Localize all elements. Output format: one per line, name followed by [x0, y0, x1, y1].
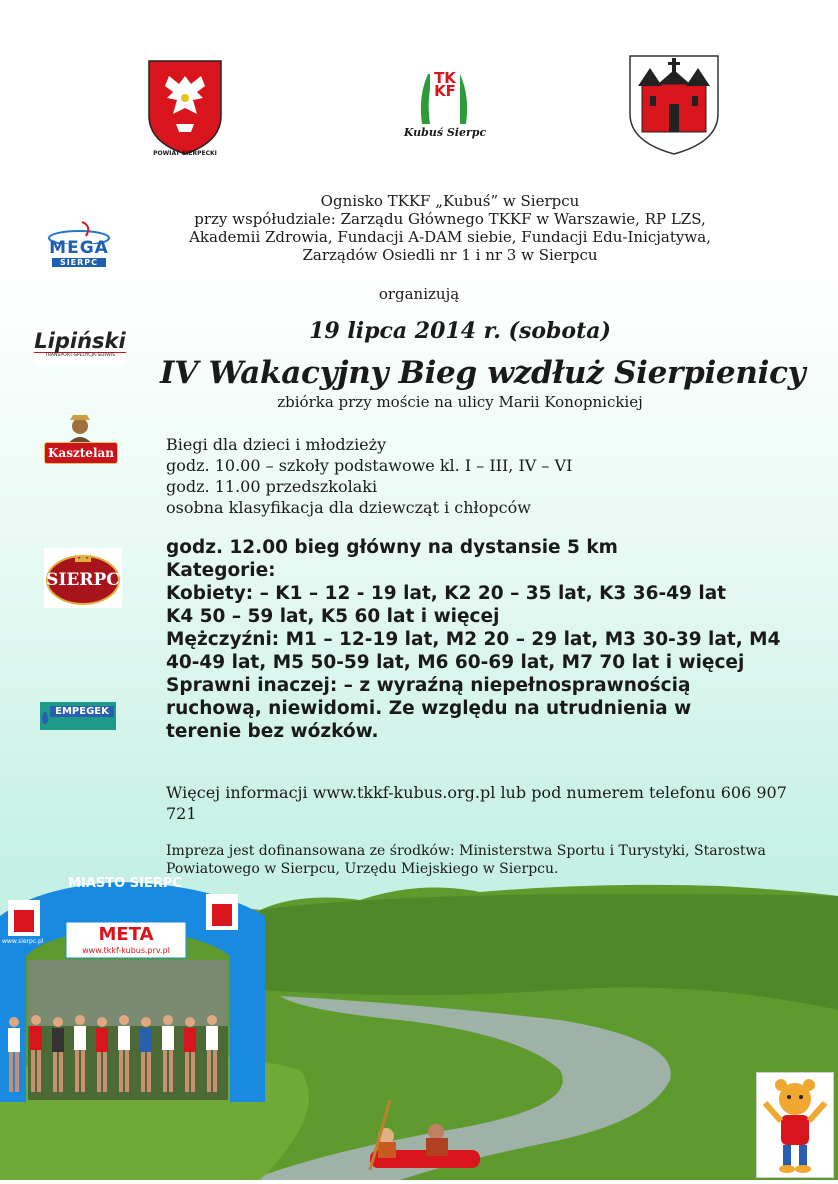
- men-categories: Mężczyźni: M1 – 12-19 lat, M2 20 – 29 lat, M3 30-39 lat, M4 40-49 lat, M5 50-59 lat, M6 60-69 lat, M7 70 lat i więcej: [166, 629, 781, 673]
- mega-label: MEGA: [49, 238, 109, 258]
- kids-runs: [166, 434, 572, 518]
- organizer-line: przy współudziale: Zarządu Głównego TKKF w Warszawie, RP LZS,: [194, 210, 706, 228]
- more-info: Więcej informacji www.tkkf-kubus.org.pl lub pod numerem telefonu 606 907 721: [166, 783, 787, 823]
- kids-line: godz. 11.00 przedszkolaki: [166, 477, 378, 496]
- empegek-label: EMPEGEK: [50, 706, 114, 717]
- organizer-line: Ognisko TKKF „Kubuś” w Sierpcu: [320, 192, 580, 210]
- women-categories: Kobiety: – K1 – 12 - 19 lat, K2 20 – 35 lat, K3 36-49 lat: [166, 583, 727, 604]
- main-run-block: [166, 536, 806, 743]
- empegek-logo: [40, 702, 116, 730]
- funding-note: Impreza jest dofinansowana ze środków: Ministerstwa Sportu i Turystyki, Starostwa Powiatowego w Sierpcu, Urzędu Miejskiego w Sierpcu.: [166, 843, 766, 877]
- runners-group: [0, 1014, 230, 1102]
- arch-url: www.sierpc.pl: [2, 938, 44, 945]
- sierpc-beer-label: SIERPC: [46, 570, 120, 590]
- organizer-line: Akademii Zdrowia, Fundacji A-DAM siebie, Fundacji Edu-Inicjatywa,: [189, 228, 711, 246]
- powiat-crest-label: POWIAT SIERPECKI: [153, 150, 217, 157]
- kids-line: Biegi dla dzieci i młodzieży: [166, 435, 387, 454]
- kasztelan-label: Kasztelan: [44, 442, 118, 464]
- lipinski-name: Lipiński: [34, 329, 126, 353]
- drop-icon: [42, 712, 48, 724]
- categories-heading: Kategorie:: [166, 560, 276, 581]
- tkkf-logo: [400, 66, 490, 150]
- organizer-line: Zarządów Osiedli nr 1 i nr 3 w Sierpcu: [302, 246, 598, 264]
- meeting-point: zbiórka przy moście na ulicy Marii Konopnickiej: [277, 393, 643, 411]
- kubus-mascot-image: [756, 1072, 834, 1178]
- event-title: IV Wakacyjny Bieg wzdłuż Sierpienicy: [160, 355, 806, 391]
- women-categories-cont: K4 50 – 59 lat, K5 60 lat i więcej: [166, 606, 500, 627]
- sierpc-crest: [628, 54, 720, 156]
- finish-arch: [0, 876, 270, 1108]
- main-run-time: godz. 12.00 bieg główny na dystansie 5 km: [166, 537, 618, 558]
- disabled-category: Sprawni inaczej: – z wyraźną niepełnosprawnością ruchową, niewidomi. Ze względu na utrudnienia w terenie bez wózków.: [166, 675, 692, 742]
- lipinski-sub: TRANSPORT·SPEDYCJA·SERWIS: [34, 352, 126, 358]
- powiat-crest: [146, 58, 224, 162]
- organizer-block: [160, 192, 740, 264]
- mega-sub-label: SIERPC: [52, 258, 106, 267]
- lipinski-logo: [34, 330, 126, 364]
- sierpc-beer-logo: [44, 548, 122, 608]
- mega-sierpc-logo: [44, 220, 114, 272]
- tkkf-caption: Kubuś Sierpc: [403, 126, 487, 139]
- kids-line: godz. 10.00 – szkoły podstawowe kl. I – III, IV – VI: [166, 456, 573, 475]
- finish-url: www.tkkf-kubus.prv.pl: [82, 946, 170, 955]
- kids-line: osobna klasyfikacja dla dziewcząt i chłopców: [166, 498, 531, 517]
- arch-banner: MIASTO SIERPC: [68, 876, 182, 891]
- organizer-verb: organizują: [378, 285, 460, 303]
- event-date: 19 lipca 2014 r. (sobota): [309, 318, 611, 344]
- tkkf-letters: TKKF: [434, 69, 456, 100]
- kasztelan-logo: [42, 414, 118, 468]
- finish-sign: META: [98, 924, 154, 945]
